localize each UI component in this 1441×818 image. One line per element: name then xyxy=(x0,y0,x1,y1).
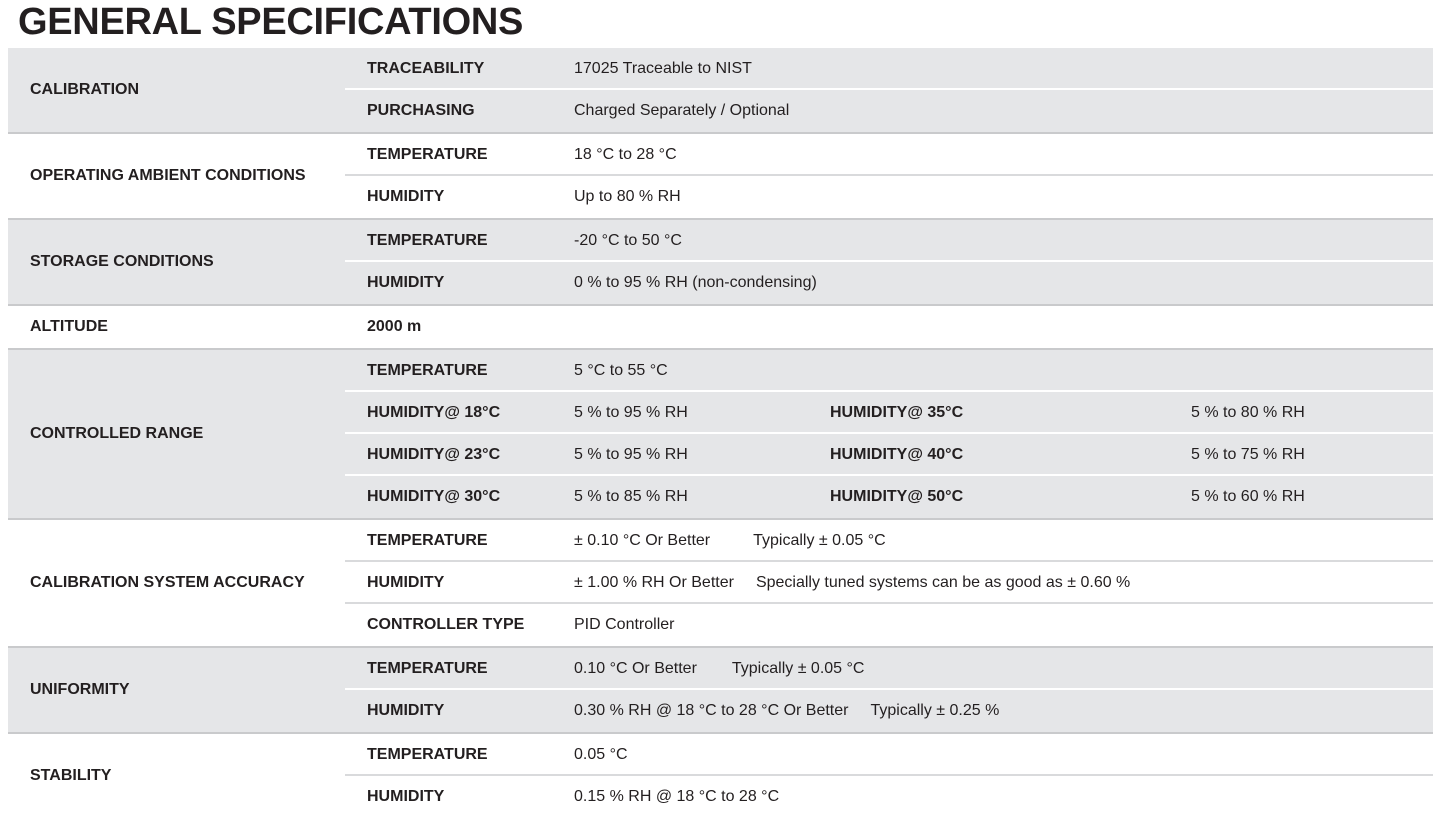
value-main: ± 0.10 °C Or Better xyxy=(574,532,711,549)
param-label-secondary: HUMIDITY@ 40°C xyxy=(830,446,964,463)
param-value-secondary: 5 % to 75 % RH xyxy=(1191,446,1305,463)
spec-row xyxy=(8,350,1433,392)
param-label: TEMPERATURE xyxy=(367,362,488,379)
group-label: ALTITUDE xyxy=(30,318,108,335)
param-label: HUMIDITY@ 18°C xyxy=(367,404,501,421)
param-label: TEMPERATURE xyxy=(367,746,488,763)
spec-group-calibration xyxy=(8,48,1433,132)
param-label: TEMPERATURE xyxy=(367,232,488,249)
param-label-secondary: HUMIDITY@ 35°C xyxy=(830,404,964,421)
spec-group-storage xyxy=(8,220,1433,304)
param-value: 2000 m xyxy=(367,318,422,335)
param-label: HUMIDITY xyxy=(367,274,445,291)
spec-table xyxy=(8,48,1433,818)
param-value: 0.05 °C xyxy=(574,746,628,763)
param-label: HUMIDITY@ 30°C xyxy=(367,488,501,505)
spec-row xyxy=(8,306,1433,348)
param-value: Charged Separately / Optional xyxy=(574,102,790,119)
param-label: TRACEABILITY xyxy=(367,60,485,77)
group-label: CALIBRATION xyxy=(30,81,140,98)
param-value: PID Controller xyxy=(574,616,675,633)
spec-row xyxy=(8,220,1433,262)
param-label: HUMIDITY xyxy=(367,574,445,591)
param-value-secondary: 5 % to 60 % RH xyxy=(1191,488,1305,505)
param-value: 5 % to 95 % RH xyxy=(574,404,688,421)
param-value: 0.15 % RH @ 18 °C to 28 °C xyxy=(574,788,780,805)
spec-group-operating-ambient xyxy=(8,134,1433,218)
spec-row xyxy=(8,476,1433,518)
group-label: UNIFORMITY xyxy=(30,681,130,698)
param-label: HUMIDITY@ 23°C xyxy=(367,446,501,463)
spec-group-calibration-accuracy xyxy=(8,520,1433,646)
page-title: GENERAL SPECIFICATIONS xyxy=(18,1,524,43)
param-label: TEMPERATURE xyxy=(367,532,488,549)
spec-row xyxy=(8,604,1433,646)
value-note: Typically ± 0.05 °C xyxy=(731,660,865,677)
value-note: Typically ± 0.05 °C xyxy=(753,532,886,549)
spec-row xyxy=(8,134,1433,176)
param-label: PURCHASING xyxy=(367,102,475,119)
param-value: 5 % to 95 % RH xyxy=(574,446,688,463)
param-label-secondary: HUMIDITY@ 50°C xyxy=(830,488,964,505)
param-value: 5 % to 85 % RH xyxy=(574,488,688,505)
spec-row xyxy=(8,520,1433,562)
param-value: -20 °C to 50 °C xyxy=(574,232,682,249)
value-main: ± 1.00 % RH Or Better xyxy=(574,574,734,591)
spec-row xyxy=(8,562,1433,604)
spec-group-controlled-range xyxy=(8,350,1433,518)
spec-row xyxy=(8,734,1433,776)
group-label: OPERATING AMBIENT CONDITIONS xyxy=(30,167,306,184)
spec-group-stability xyxy=(8,734,1433,818)
param-value xyxy=(574,520,886,562)
param-value xyxy=(574,562,1130,604)
param-label: CONTROLLER TYPE xyxy=(367,616,525,633)
spec-row xyxy=(8,90,1433,132)
group-label: STABILITY xyxy=(30,767,112,784)
spec-row xyxy=(8,434,1433,476)
param-value: 18 °C to 28 °C xyxy=(574,146,677,163)
spec-row xyxy=(8,392,1433,434)
spec-row xyxy=(8,48,1433,90)
value-main: 0.30 % RH @ 18 °C to 28 °C Or Better xyxy=(574,702,849,719)
spec-row xyxy=(8,776,1433,818)
param-value-secondary: 5 % to 80 % RH xyxy=(1191,404,1305,421)
param-value: Up to 80 % RH xyxy=(574,188,681,205)
param-label: TEMPERATURE xyxy=(367,660,488,677)
spec-row xyxy=(8,176,1433,218)
param-label: HUMIDITY xyxy=(367,702,445,719)
group-label: CONTROLLED RANGE xyxy=(30,425,204,442)
spec-row xyxy=(8,262,1433,304)
value-note: Specially tuned systems can be as good as ± 0.60 % xyxy=(755,574,1131,591)
param-value: 0 % to 95 % RH (non-condensing) xyxy=(574,274,817,291)
group-label: STORAGE CONDITIONS xyxy=(30,253,214,270)
param-label: HUMIDITY xyxy=(367,188,445,205)
param-label: HUMIDITY xyxy=(367,788,445,805)
spec-row xyxy=(8,690,1433,732)
group-label: CALIBRATION SYSTEM ACCURACY xyxy=(30,574,305,591)
spec-group-uniformity xyxy=(8,648,1433,732)
param-label: TEMPERATURE xyxy=(367,146,488,163)
spec-group-altitude xyxy=(8,306,1433,348)
value-note: Typically ± 0.25 % xyxy=(870,702,1000,719)
value-main: 0.10 °C Or Better xyxy=(574,660,697,677)
param-value xyxy=(574,648,864,690)
spec-row xyxy=(8,648,1433,690)
param-value: 17025 Traceable to NIST xyxy=(574,60,752,77)
param-value xyxy=(574,690,999,732)
param-value: 5 °C to 55 °C xyxy=(574,362,668,379)
